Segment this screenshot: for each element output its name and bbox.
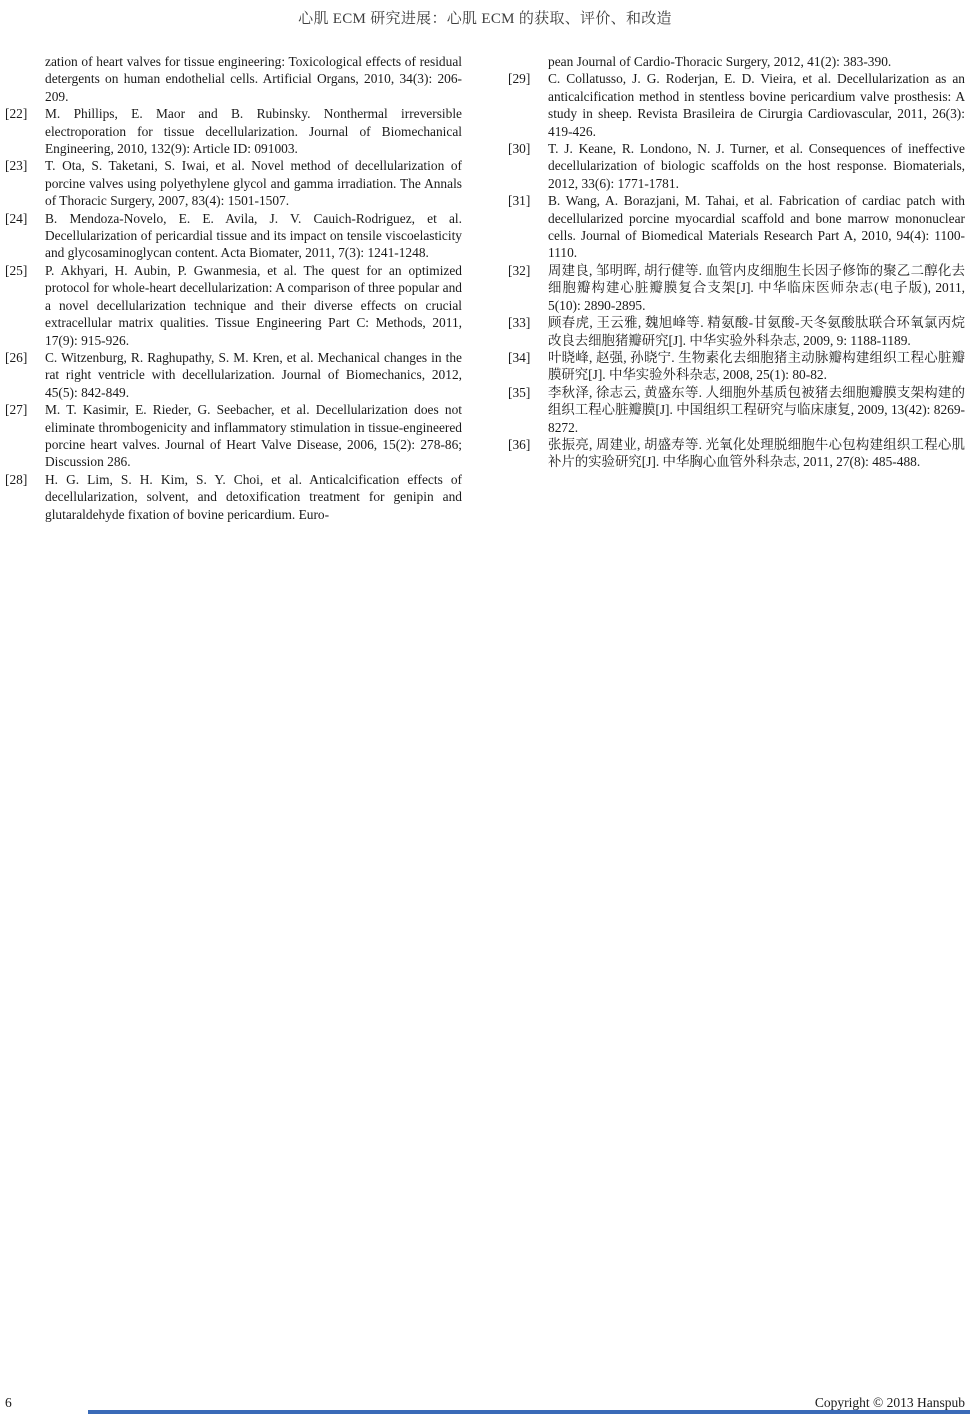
- reference-item: [5, 53, 462, 105]
- reference-number: [28]: [5, 471, 28, 487]
- reference-number: [24]: [5, 210, 28, 226]
- reference-number: [36]: [508, 436, 531, 452]
- reference-item: [508, 384, 965, 436]
- page-number: 6: [5, 1395, 12, 1410]
- reference-item: [508, 53, 965, 70]
- reference-number: [25]: [5, 262, 28, 278]
- reference-number: [27]: [5, 402, 28, 418]
- reference-text: 顾春虎, 王云雅, 魏旭峰等. 精氨酸-甘氨酸-天冬氨酸肽联合环氧氯丙烷改良去细胞猪瓣研究[J]. 中华实验外科杂志, 2009, 9: 1188-1189.: [548, 315, 965, 348]
- reference-text: C. Witzenburg, R. Raghupathy, S. M. Kren, et al. Mechanical changes in the rat right ventricle with decellularization. Journal of Biomechanics, 2012, 45(5): 842-849.: [45, 349, 462, 400]
- reference-text: B. Wang, A. Borazjani, M. Tahai, et al. Fabrication of cardiac patch with decellularized porcine myocardial scaffold and bone marrow mononuclear cells. Journal of Biomedical Materials Research Part A, 2010, 94(4): 1100-1110.: [548, 193, 965, 261]
- reference-number: [29]: [508, 71, 531, 87]
- reference-item: [5, 401, 462, 471]
- reference-item: [508, 314, 965, 349]
- reference-item: [5, 471, 462, 523]
- references-right-column: [508, 53, 965, 523]
- reference-number: [26]: [5, 349, 28, 365]
- reference-text: P. Akhyari, H. Aubin, P. Gwanmesia, et al. The quest for an optimized protocol for whole-heart decellularization: A comparison of three popular and a novel decellularization technique and their diverse effects on crucial extracellular matrix qualities. Tissue Engineering Part C: Methods, 2011, 17(9): 915-926.: [45, 262, 462, 348]
- reference-text: C. Collatusso, J. G. Roderjan, E. D. Vieira, et al. Decellularization as an anticalcification method in stentless bovine pericardium valve prosthesis: A study in sheep. Revista Brasileira de Cirurgia Cardiovascular, 2011, 26(3): 419-426.: [548, 71, 965, 139]
- reference-item: [508, 70, 965, 140]
- copyright-text: Copyright © 2013 Hanspub: [814, 1395, 965, 1410]
- reference-number: [31]: [508, 193, 531, 209]
- reference-item: [508, 262, 965, 314]
- reference-text: 周建良, 邹明晖, 胡行健等. 血管内皮细胞生长因子修饰的聚乙二醇化去细胞瓣构建心脏瓣膜复合支架[J]. 中华临床医师杂志(电子版), 2011, 5(10): 2890-2895.: [548, 262, 965, 313]
- reference-number: [35]: [508, 384, 531, 400]
- reference-item: [5, 157, 462, 209]
- reference-text: H. G. Lim, S. H. Kim, S. Y. Choi, et al. Anticalcification effects of decellularization, solvent, and detoxification treatment for genipin and glutaraldehyde fixation of bovine pericardium. Euro-: [45, 471, 462, 522]
- reference-item: [5, 210, 462, 262]
- reference-number: [22]: [5, 106, 28, 122]
- page-title: 心肌 ECM 研究进展：心肌 ECM 的获取、评价、和改造: [298, 11, 672, 27]
- reference-text: 张振亮, 周建业, 胡盛寿等. 光氧化处理脱细胞牛心包构建组织工程心肌补片的实验研究[J]. 中华胸心血管外科杂志, 2011, 27(8): 485-488.: [548, 436, 965, 470]
- reference-text: M. Phillips, E. Maor and B. Rubinsky. Nonthermal irreversible electroporation for tissue decellularization. Journal of Biomechanical Engineering, 2010, 132(9): Article ID: 091003.: [45, 106, 462, 157]
- reference-text: T. J. Keane, R. Londono, N. J. Turner, et al. Consequences of ineffective decellularization of biologic scaffolds on the host response. Biomaterials, 2012, 33(6): 1771-1781.: [548, 141, 965, 191]
- reference-item: [508, 140, 965, 192]
- reference-item: [508, 192, 965, 262]
- reference-text: T. Ota, S. Taketani, S. Iwai, et al. Novel method of decellularization of porcine valves using polyethylene glycol and gamma irradiation. The Annals of Thoracic Surgery, 2007, 83(4): 1501-1507.: [45, 158, 462, 209]
- reference-number: [34]: [508, 349, 531, 365]
- reference-number: [33]: [508, 315, 531, 331]
- reference-text: B. Mendoza-Novelo, E. E. Avila, J. V. Cauich-Rodriguez, et al. Decellularization of pericardial tissue and its impact on tensile viscoelasticity and glycosaminoglycan content. Acta Biomater, 2011, 7(3): 1241-1248.: [45, 210, 462, 261]
- reference-text: pean Journal of Cardio-Thoracic Surgery, 2012, 41(2): 383-390.: [548, 54, 892, 69]
- reference-text: M. T. Kasimir, E. Rieder, G. Seebacher, et al. Decellularization does not eliminate thrombogenicity and inflammatory stimulation in tissue-engineered porcine heart valves. Journal of Heart Valve Disease, 2006, 15(2): 278-86; Discussion 286.: [45, 402, 462, 470]
- reference-number: [23]: [5, 158, 28, 174]
- reference-text: 叶晓峰, 赵强, 孙晓宁. 生物素化去细胞猪主动脉瓣构建组织工程心脏瓣膜研究[J]. 中华实验外科杂志, 2008, 25(1): 80-82.: [548, 349, 965, 383]
- reference-item: [508, 349, 965, 384]
- reference-number: [30]: [508, 141, 531, 157]
- reference-text: zation of heart valves for tissue engineering: Toxicological effects of residual detergents on human endothelial cells. Artificial Organs, 2010, 34(3): 206-209.: [45, 54, 462, 104]
- references-left-column: [5, 53, 462, 523]
- reference-item: [5, 262, 462, 349]
- footer-accent-bar: [88, 1410, 970, 1414]
- references-section: [0, 53, 970, 523]
- reference-item: [508, 436, 965, 471]
- reference-text: 李秋泽, 徐志云, 黄盛东等. 人细胞外基质包被猪去细胞瓣膜支架构建的组织工程心脏瓣膜[J]. 中国组织工程研究与临床康复, 2009, 13(42): 8269-8272.: [548, 384, 965, 435]
- reference-item: [5, 105, 462, 157]
- reference-number: [32]: [508, 262, 531, 278]
- reference-item: [5, 349, 462, 401]
